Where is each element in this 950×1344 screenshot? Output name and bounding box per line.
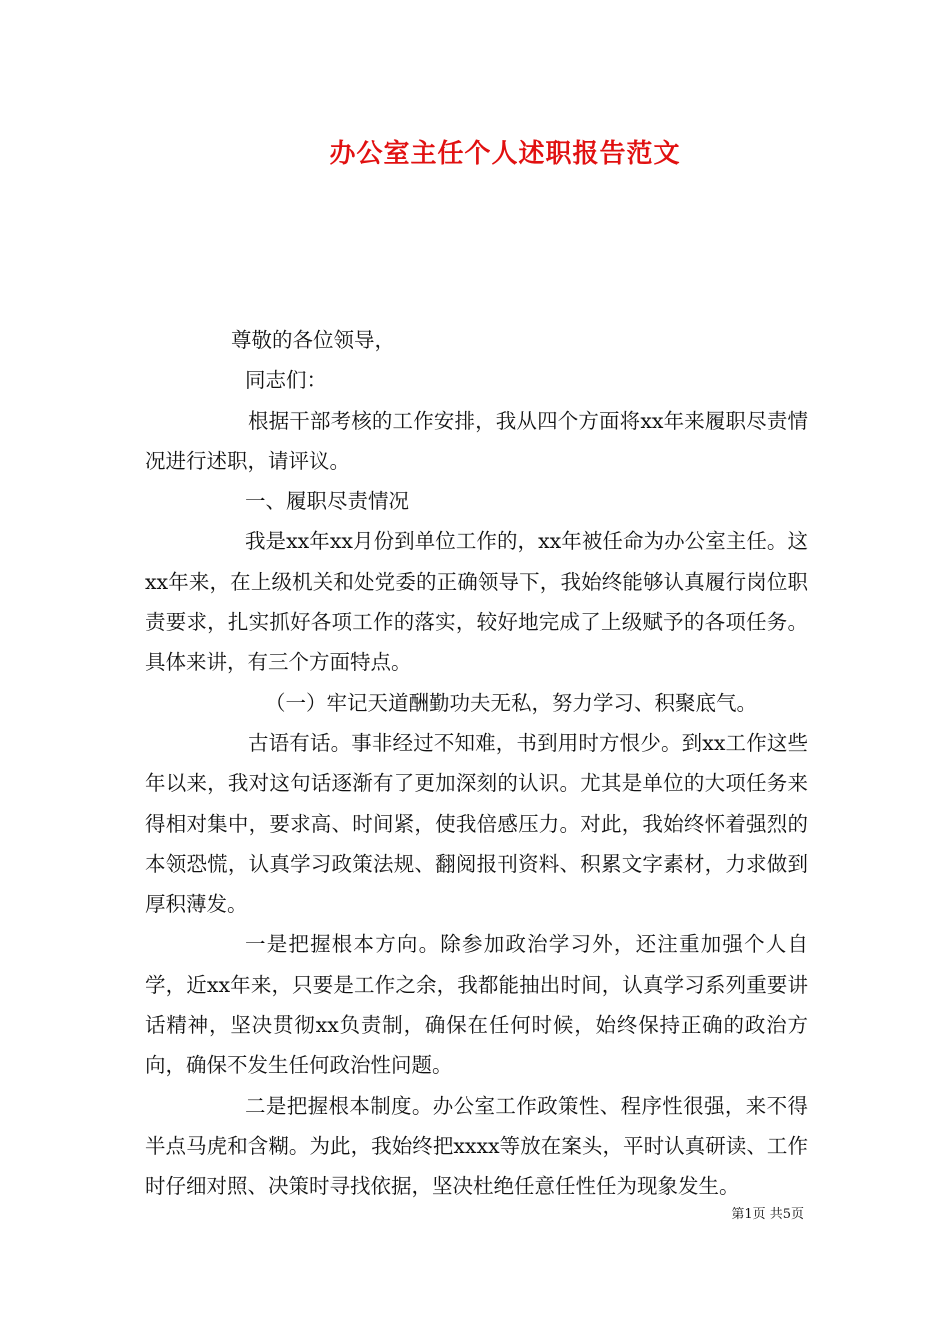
salutation-leaders: 尊敬的各位领导，: [231, 328, 395, 352]
paragraph-point-1: 一是把握根本方向。除参加政治学习外，还注重加强个人自学，近xx年来，只要是工作之余，我都能抽出时间，认真学习系列重要讲话精神，坚决贯彻xx负责制，确保在任何时候，始终保持正确的政治方向，确保不发生任何政治性问题。: [145, 932, 808, 1078]
document-body: [145, 320, 808, 1207]
subsection-heading-1: （一）牢记天道酬勤功夫无私，努力学习、积聚底气。: [265, 690, 757, 715]
document-title: 办公室主任个人述职报告范文: [329, 139, 681, 169]
paragraph-background: 我是xx年xx月份到单位工作的，xx年被任命为办公室主任。这xx年来，在上级机关和处党委的正确领导下，我始终能够认真履行岗位职责要求，扎实抓好各项工作的落实，较好地完成了上级赋予的各项任务。具体来讲，有三个方面特点。: [145, 529, 808, 675]
section-heading-1: 一、履职尽责情况: [245, 489, 409, 514]
paragraph-point-2: 二是把握根本制度。办公室工作政策性、程序性很强，来不得半点马虎和含糊。为此，我始终把xxxx等放在案头，平时认真研读、工作时仔细对照、决策时寻找依据，坚决杜绝任意任性任为现象发生。: [145, 1093, 808, 1199]
paragraph-intro: 根据干部考核的工作安排，我从四个方面将xx年来履职尽责情况进行述职，请评议。: [145, 408, 808, 473]
salutation-comrades: 同志们：: [245, 368, 327, 393]
page-number: 第1页 共5页: [731, 1207, 804, 1222]
paragraph-saying: 古语有话。事非经过不知难，书到用时方恨少。到xx工作这些年以来，我对这句话逐渐有了更加深刻的认识。尤其是单位的大项任务来得相对集中，要求高、时间紧，使我倍感压力。对此，我始终怀着强烈的本领恐慌，认真学习政策法规、翻阅报刊资料、积累文字素材，力求做到厚积薄发。: [145, 730, 808, 917]
